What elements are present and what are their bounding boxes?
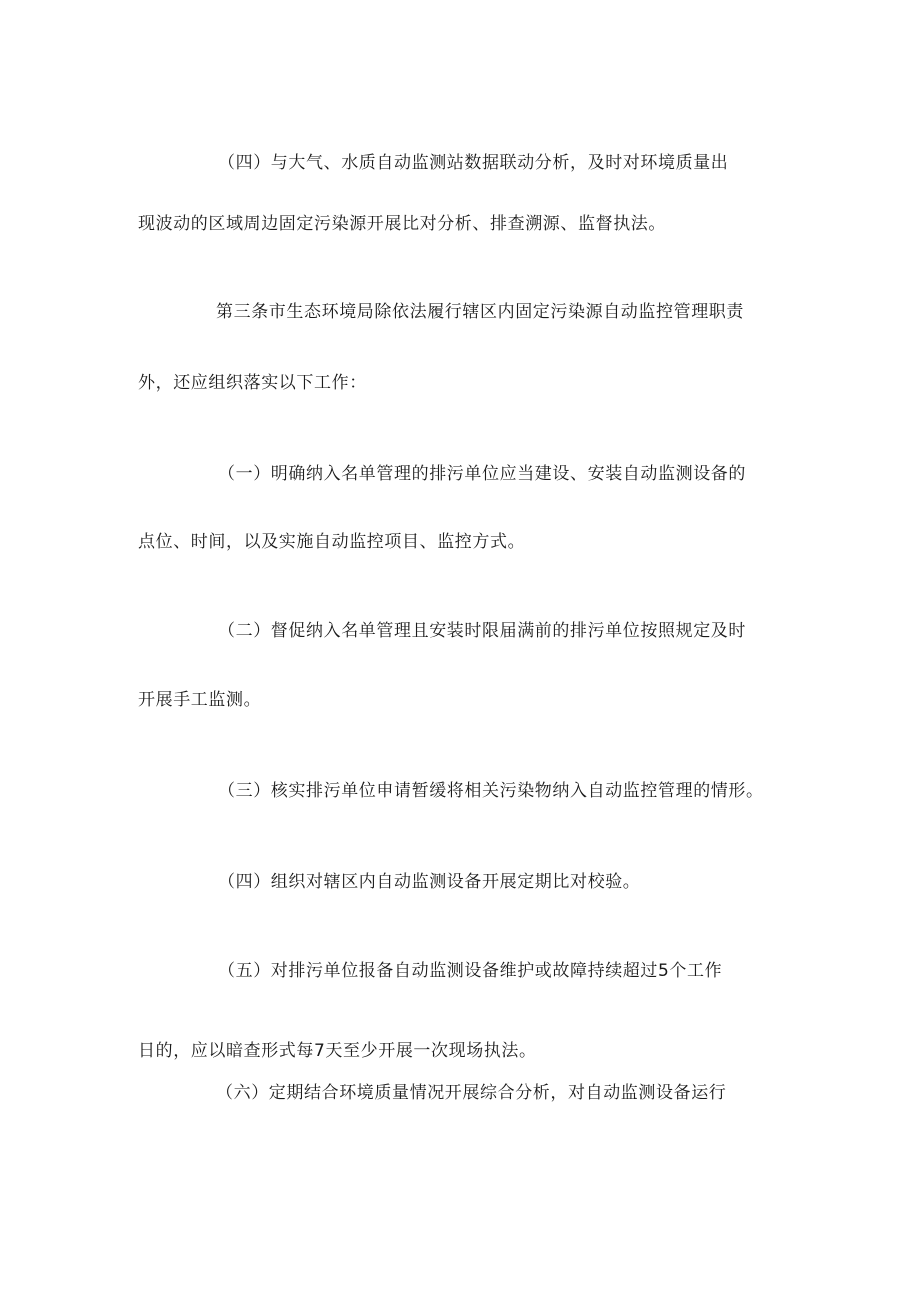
item-four-line-1: （四）组织对辖区内自动监测设备开展定期比对校验。 bbox=[218, 872, 641, 892]
item-two-line-2: 开展手工监测。 bbox=[138, 690, 262, 710]
article-three-line-2: 外，还应组织落实以下工作： bbox=[138, 373, 367, 393]
item-one-line-1: （一）明确纳入名单管理的排污单位应当建设、安装自动监测设备的 bbox=[218, 464, 746, 484]
item-six-line-1: （六）定期结合环境质量情况开展综合分析，对自动监测设备运行 bbox=[216, 1083, 727, 1103]
item-two-line-1: （二）督促纳入名单管理且安装时限届满前的排污单位按照规定及时 bbox=[218, 621, 746, 641]
paragraph-four-line-1: （四）与大气、水质自动监测站数据联动分析，及时对环境质量出 bbox=[218, 153, 729, 173]
article-three-line-1: 第三条市生态环境局除依法履行辖区内固定污染源自动监控管理职责 bbox=[216, 302, 744, 322]
paragraph-four-line-2: 现波动的区域周边固定污染源开展比对分析、排查溯源、监督执法。 bbox=[138, 214, 666, 234]
item-three-line-1: （三）核实排污单位申请暂缓将相关污染物纳入自动监控管理的情形。 bbox=[218, 781, 764, 801]
item-five-line-2: 日的，应以暗查形式每7天至少开展一次现场执法。 bbox=[138, 1041, 537, 1061]
item-one-line-2: 点位、时间，以及实施自动监控项目、监控方式。 bbox=[138, 532, 526, 552]
item-five-line-1: （五）对排污单位报备自动监测设备维护或故障持续超过5个工作 bbox=[218, 961, 723, 981]
